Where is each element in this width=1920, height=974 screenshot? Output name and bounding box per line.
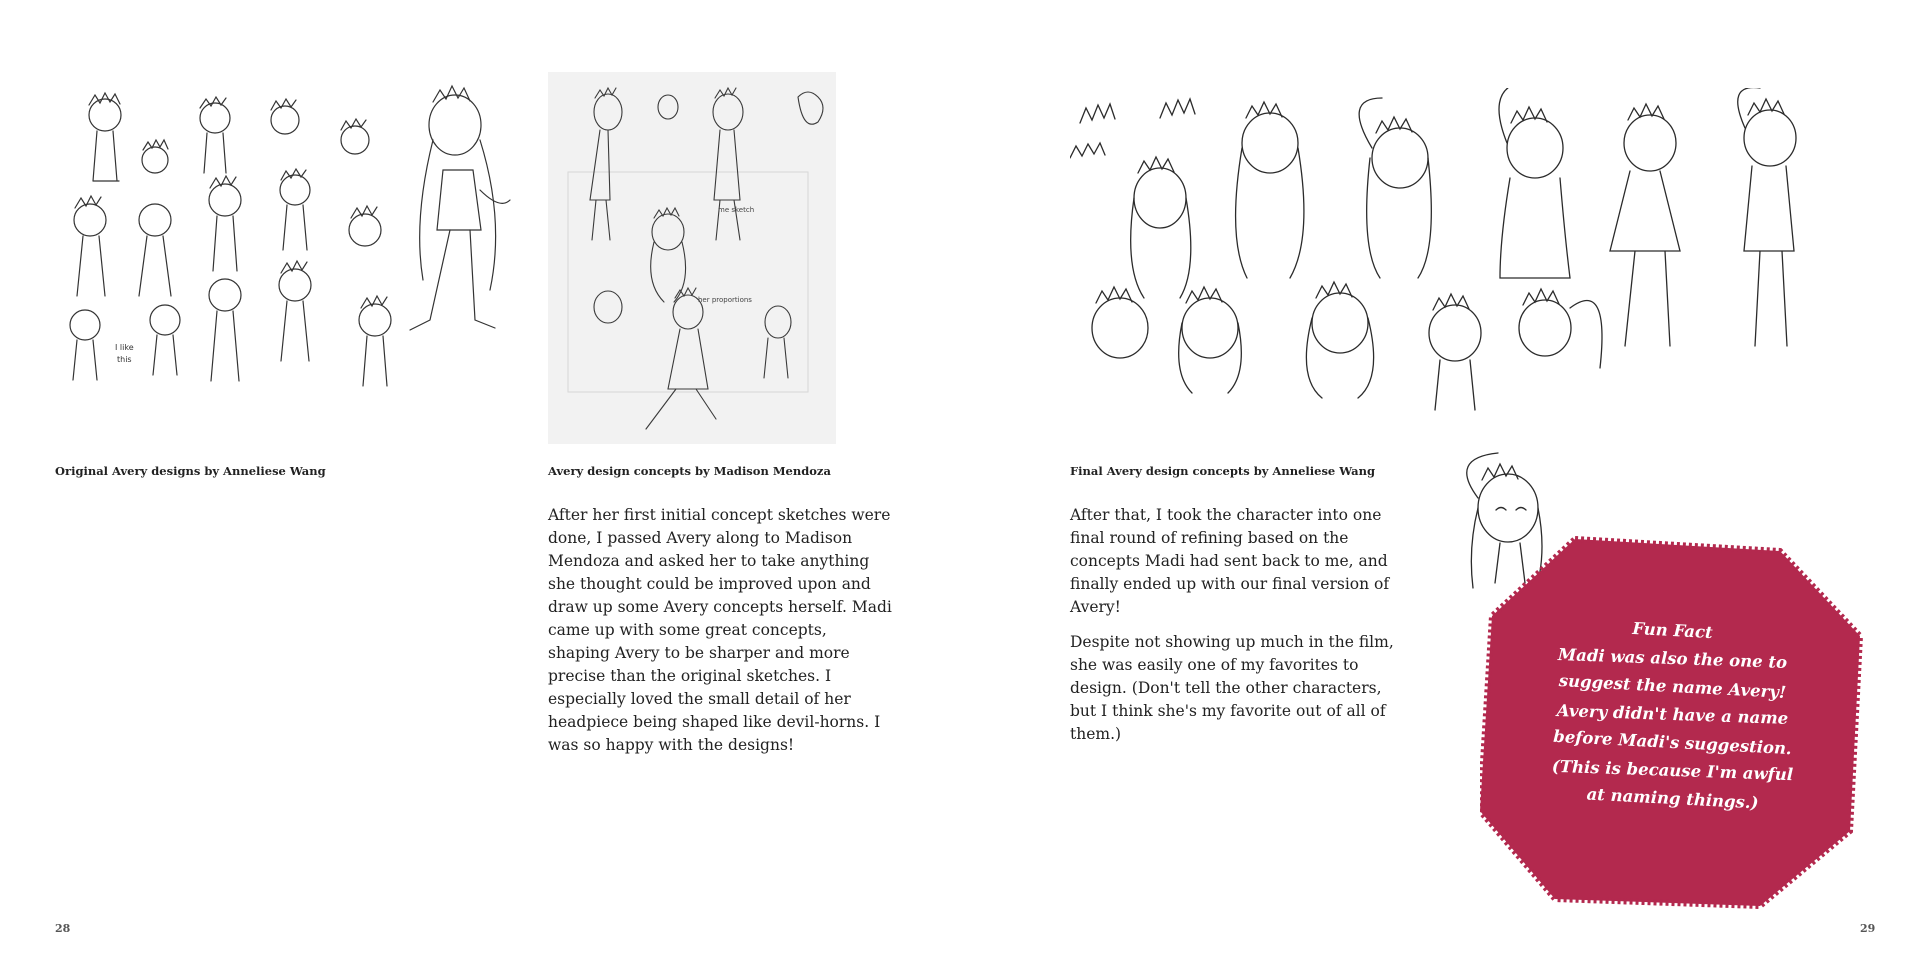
right-body-text: [1070, 504, 1405, 758]
svg-text:this: this: [117, 355, 132, 364]
page-number-left: 28: [55, 922, 71, 935]
caption-final-concepts: Final Avery design concepts by Anneliese Wang: [1070, 464, 1376, 478]
body-paragraph: After her first initial concept sketches were done, I passed Avery along to Madison Mendoza and asked her to take anything she thought could be improved upon and draw up some Avery concepts herself. Madi came up with some great concepts, shaping Avery to be sharper and more precise than the original sketches. I especially loved the small detail of her headpiece being shaped like devil-horns. I was so happy with the designs!: [548, 506, 892, 754]
left-body-text: [548, 504, 893, 769]
final-avery-sketch-image: [1070, 88, 1850, 418]
fun-fact-line: Madi was also the one to: [1557, 645, 1788, 672]
original-avery-sketch-image: [55, 80, 525, 450]
madison-concepts-sketch-image: [548, 72, 836, 444]
fun-fact-title: Fun Fact: [1631, 618, 1714, 643]
caption-madison-concepts: Avery design concepts by Madison Mendoza: [548, 464, 831, 478]
page-number-right: 29: [1860, 922, 1876, 935]
fun-fact-line: Avery didn't have a name: [1556, 700, 1789, 729]
fun-fact-line: at naming things.): [1586, 784, 1759, 813]
caption-original-designs: Original Avery designs by Anneliese Wang: [55, 464, 326, 478]
fun-fact-line: before Madi's suggestion.: [1552, 726, 1793, 759]
fun-fact-text: [1530, 617, 1815, 813]
body-paragraph-2: Despite not showing up much in the film, she was easily one of my favorites to design. (Don't tell the other characters, but I think she's my favorite out of all of them.): [1070, 633, 1394, 743]
svg-text:her proportions: her proportions: [698, 296, 752, 304]
fun-fact-line: suggest the name Avery!: [1558, 671, 1787, 702]
fun-fact-line: (This is because I'm awful: [1551, 756, 1794, 785]
fun-fact-box: [1480, 531, 1865, 911]
svg-text:me sketch: me sketch: [718, 206, 755, 214]
body-paragraph-1: After that, I took the character into one final round of refining based on the concepts Madi had sent back to me, and finally ended up with our final version of Avery!: [1070, 506, 1390, 616]
svg-text:I like: I like: [115, 343, 134, 352]
